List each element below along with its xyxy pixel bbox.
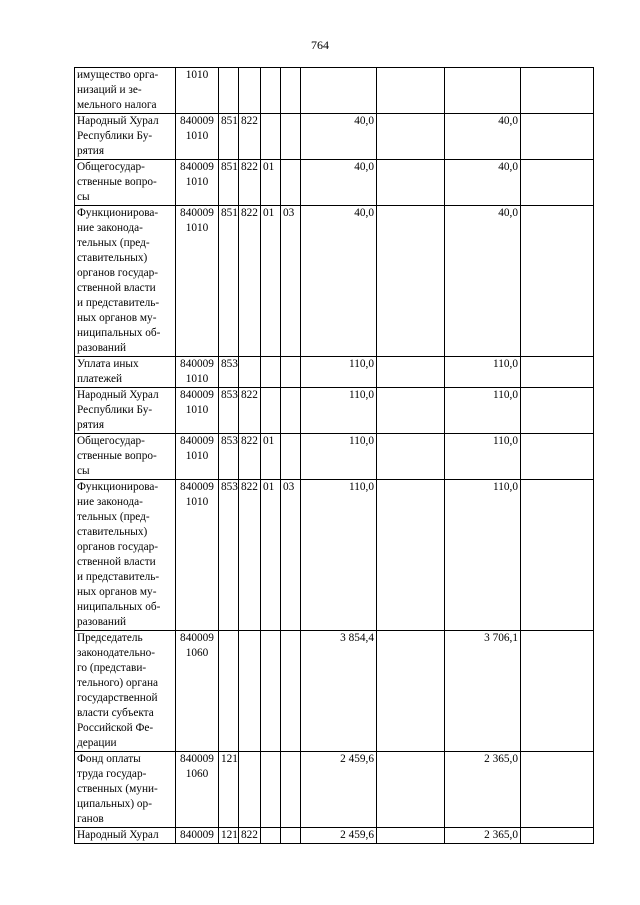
row-target-code bbox=[176, 480, 219, 631]
row-expense-type bbox=[219, 631, 239, 752]
row-name-line: ственной власти bbox=[77, 556, 156, 568]
row-target-code-part: 1010 bbox=[185, 222, 209, 234]
row-ministry-code: 822 bbox=[239, 828, 261, 844]
row-sum-2: 110,0 bbox=[445, 434, 521, 480]
row-name-line: Народный Хурал bbox=[77, 115, 159, 127]
row-subsection bbox=[281, 631, 301, 752]
row-sum-1: 110,0 bbox=[301, 480, 377, 631]
row-name-line: Республики Бу- bbox=[77, 404, 153, 416]
table-row bbox=[75, 114, 594, 160]
row-name-line: ципальных) ор- bbox=[77, 798, 152, 810]
row-target-code-part: 1060 bbox=[185, 768, 209, 780]
row-name-line: Общегосудар- bbox=[77, 161, 145, 173]
row-empty-1 bbox=[377, 480, 445, 631]
row-name-line: и представитель- bbox=[77, 297, 160, 309]
row-name-line: законодательно- bbox=[77, 647, 156, 659]
table-row bbox=[75, 388, 594, 434]
table-row bbox=[75, 752, 594, 828]
row-name-line: ственные вопро- bbox=[77, 176, 157, 188]
row-empty-1 bbox=[377, 68, 445, 114]
row-name bbox=[75, 434, 176, 480]
row-empty-1 bbox=[377, 206, 445, 357]
row-empty-2 bbox=[521, 434, 594, 480]
row-empty-1 bbox=[377, 434, 445, 480]
row-target-code bbox=[176, 206, 219, 357]
row-name-line: тельных (пред- bbox=[77, 237, 150, 249]
budget-table bbox=[74, 67, 594, 844]
row-sum-2: 40,0 bbox=[445, 114, 521, 160]
row-name-line: ние законода- bbox=[77, 222, 143, 234]
row-subsection bbox=[281, 357, 301, 388]
row-section: 01 bbox=[261, 206, 281, 357]
row-name-line: Народный Хурал bbox=[77, 389, 159, 401]
table-row bbox=[75, 357, 594, 388]
row-empty-2 bbox=[521, 752, 594, 828]
row-expense-type: 853 bbox=[219, 357, 239, 388]
row-target-code-part: 840009 bbox=[180, 481, 214, 493]
row-section bbox=[261, 68, 281, 114]
row-name-line: сы bbox=[77, 465, 90, 477]
row-expense-type: 121 bbox=[219, 752, 239, 828]
row-empty-1 bbox=[377, 160, 445, 206]
row-name-line: мельного налога bbox=[77, 99, 157, 111]
row-name-line: ставительных) bbox=[77, 252, 148, 264]
row-sum-2 bbox=[445, 68, 521, 114]
row-name-line: ставительных) bbox=[77, 526, 148, 538]
row-name-line: Уплата иных bbox=[77, 358, 139, 370]
row-target-code-part: 1010 bbox=[185, 130, 209, 142]
row-empty-2 bbox=[521, 480, 594, 631]
row-name-line: государственной bbox=[77, 692, 158, 704]
row-sum-2: 110,0 bbox=[445, 357, 521, 388]
row-ministry-code: 822 bbox=[239, 480, 261, 631]
row-ministry-code bbox=[239, 68, 261, 114]
row-target-code-part: 840009 bbox=[180, 115, 214, 127]
row-name-line: Общегосудар- bbox=[77, 435, 145, 447]
row-empty-1 bbox=[377, 357, 445, 388]
row-subsection bbox=[281, 388, 301, 434]
table-row bbox=[75, 68, 594, 114]
row-name-line: ственные вопро- bbox=[77, 450, 157, 462]
row-name-line: го (представи- bbox=[77, 662, 147, 674]
row-name-line: платежей bbox=[77, 373, 123, 385]
row-name-line: имущество орга- bbox=[77, 69, 159, 81]
row-target-code bbox=[176, 434, 219, 480]
row-empty-2 bbox=[521, 828, 594, 844]
row-name-line: рятия bbox=[77, 145, 105, 157]
row-name-line: разований bbox=[77, 616, 127, 628]
row-subsection bbox=[281, 114, 301, 160]
row-name-line: ниципальных об- bbox=[77, 601, 161, 613]
row-name-line: дерации bbox=[77, 737, 117, 749]
row-target-code bbox=[176, 357, 219, 388]
row-target-code-part: 840009 bbox=[180, 358, 214, 370]
row-sum-1: 110,0 bbox=[301, 434, 377, 480]
row-name-line: и представитель- bbox=[77, 571, 160, 583]
row-name-line: ственных (муни- bbox=[77, 783, 158, 795]
row-name-line: Республики Бу- bbox=[77, 130, 153, 142]
row-ministry-code: 822 bbox=[239, 388, 261, 434]
table-row bbox=[75, 206, 594, 357]
row-name-line: труда государ- bbox=[77, 768, 147, 780]
row-name-line: органов государ- bbox=[77, 267, 159, 279]
row-sum-2: 3 706,1 bbox=[445, 631, 521, 752]
row-sum-1: 110,0 bbox=[301, 388, 377, 434]
row-name bbox=[75, 631, 176, 752]
row-sum-1: 40,0 bbox=[301, 206, 377, 357]
row-sum-1: 2 459,6 bbox=[301, 752, 377, 828]
row-section bbox=[261, 631, 281, 752]
row-target-code-part: 1010 bbox=[185, 404, 209, 416]
row-name-line: Функционирова- bbox=[77, 481, 159, 493]
table-row bbox=[75, 480, 594, 631]
row-sum-1 bbox=[301, 68, 377, 114]
row-name-line: Народный Хурал bbox=[77, 829, 159, 841]
row-ministry-code: 822 bbox=[239, 206, 261, 357]
row-ministry-code bbox=[239, 357, 261, 388]
row-empty-2 bbox=[521, 206, 594, 357]
row-target-code-part: 840009 bbox=[180, 829, 214, 841]
row-empty-1 bbox=[377, 631, 445, 752]
row-ministry-code: 822 bbox=[239, 114, 261, 160]
row-name bbox=[75, 388, 176, 434]
row-empty-2 bbox=[521, 114, 594, 160]
row-name-line: Председатель bbox=[77, 632, 143, 644]
row-name-line: сы bbox=[77, 191, 90, 203]
row-sum-2: 110,0 bbox=[445, 388, 521, 434]
row-target-code bbox=[176, 828, 219, 844]
row-ministry-code bbox=[239, 631, 261, 752]
row-expense-type: 851 bbox=[219, 160, 239, 206]
row-name-line: низаций и зе- bbox=[77, 84, 142, 96]
row-name bbox=[75, 114, 176, 160]
table-row bbox=[75, 434, 594, 480]
row-name bbox=[75, 480, 176, 631]
row-empty-2 bbox=[521, 160, 594, 206]
row-section: 01 bbox=[261, 480, 281, 631]
row-sum-1: 3 854,4 bbox=[301, 631, 377, 752]
row-target-code-part: 1010 bbox=[185, 496, 209, 508]
row-subsection bbox=[281, 434, 301, 480]
row-section bbox=[261, 357, 281, 388]
row-ministry-code: 822 bbox=[239, 434, 261, 480]
row-section bbox=[261, 828, 281, 844]
row-empty-2 bbox=[521, 631, 594, 752]
row-target-code-part: 1010 bbox=[185, 69, 209, 81]
row-name-line: Фонд оплаты bbox=[77, 753, 141, 765]
row-subsection bbox=[281, 752, 301, 828]
row-target-code bbox=[176, 68, 219, 114]
row-target-code-part: 1060 bbox=[185, 647, 209, 659]
row-name-line: рятия bbox=[77, 419, 105, 431]
row-name bbox=[75, 206, 176, 357]
row-subsection: 03 bbox=[281, 480, 301, 631]
row-name-line: ных органов му- bbox=[77, 312, 157, 324]
row-expense-type: 853 bbox=[219, 480, 239, 631]
row-target-code bbox=[176, 388, 219, 434]
row-sum-2: 40,0 bbox=[445, 160, 521, 206]
page-number: 764 bbox=[311, 38, 329, 52]
row-name-line: тельных (пред- bbox=[77, 511, 150, 523]
row-target-code-part: 840009 bbox=[180, 632, 214, 644]
row-subsection bbox=[281, 160, 301, 206]
row-expense-type: 851 bbox=[219, 206, 239, 357]
row-name bbox=[75, 160, 176, 206]
row-name-line: ганов bbox=[77, 813, 104, 825]
row-name bbox=[75, 828, 176, 844]
row-empty-1 bbox=[377, 388, 445, 434]
row-target-code-part: 1010 bbox=[185, 373, 209, 385]
row-name-line: Функционирова- bbox=[77, 207, 159, 219]
row-target-code-part: 1010 bbox=[185, 176, 209, 188]
row-sum-2: 2 365,0 bbox=[445, 752, 521, 828]
table-row bbox=[75, 160, 594, 206]
row-target-code bbox=[176, 114, 219, 160]
row-section bbox=[261, 752, 281, 828]
row-name-line: ственной власти bbox=[77, 282, 156, 294]
row-target-code-part: 840009 bbox=[180, 389, 214, 401]
row-name bbox=[75, 752, 176, 828]
row-name-line: органов государ- bbox=[77, 541, 159, 553]
row-subsection bbox=[281, 68, 301, 114]
row-ministry-code: 822 bbox=[239, 160, 261, 206]
row-name bbox=[75, 357, 176, 388]
row-sum-2: 110,0 bbox=[445, 480, 521, 631]
row-sum-2: 2 365,0 bbox=[445, 828, 521, 844]
row-sum-1: 2 459,6 bbox=[301, 828, 377, 844]
row-expense-type: 853 bbox=[219, 388, 239, 434]
row-name-line: власти субъекта bbox=[77, 707, 154, 719]
row-empty-2 bbox=[521, 357, 594, 388]
row-name-line: ных органов му- bbox=[77, 586, 157, 598]
row-expense-type: 851 bbox=[219, 114, 239, 160]
row-target-code-part: 840009 bbox=[180, 435, 214, 447]
row-name-line: Российской Фе- bbox=[77, 722, 154, 734]
row-sum-1: 40,0 bbox=[301, 160, 377, 206]
row-empty-2 bbox=[521, 388, 594, 434]
row-sum-1: 40,0 bbox=[301, 114, 377, 160]
row-name bbox=[75, 68, 176, 114]
row-subsection bbox=[281, 828, 301, 844]
row-section: 01 bbox=[261, 160, 281, 206]
row-target-code bbox=[176, 631, 219, 752]
row-section bbox=[261, 114, 281, 160]
row-sum-1: 110,0 bbox=[301, 357, 377, 388]
row-name-line: тельного) органа bbox=[77, 677, 159, 689]
row-name-line: ниципальных об- bbox=[77, 327, 161, 339]
row-target-code bbox=[176, 160, 219, 206]
row-target-code bbox=[176, 752, 219, 828]
row-subsection: 03 bbox=[281, 206, 301, 357]
row-ministry-code bbox=[239, 752, 261, 828]
row-target-code-part: 1010 bbox=[185, 450, 209, 462]
row-section: 01 bbox=[261, 434, 281, 480]
row-expense-type: 121 bbox=[219, 828, 239, 844]
row-name-line: ние законода- bbox=[77, 496, 143, 508]
row-target-code-part: 840009 bbox=[180, 207, 214, 219]
row-name-line: разований bbox=[77, 342, 127, 354]
row-section bbox=[261, 388, 281, 434]
row-expense-type: 853 bbox=[219, 434, 239, 480]
row-target-code-part: 840009 bbox=[180, 161, 214, 173]
row-empty-1 bbox=[377, 752, 445, 828]
row-empty-2 bbox=[521, 68, 594, 114]
row-target-code-part: 840009 bbox=[180, 753, 214, 765]
row-sum-2: 40,0 bbox=[445, 206, 521, 357]
row-expense-type bbox=[219, 68, 239, 114]
table-row bbox=[75, 828, 594, 844]
row-empty-1 bbox=[377, 114, 445, 160]
table-row bbox=[75, 631, 594, 752]
row-empty-1 bbox=[377, 828, 445, 844]
